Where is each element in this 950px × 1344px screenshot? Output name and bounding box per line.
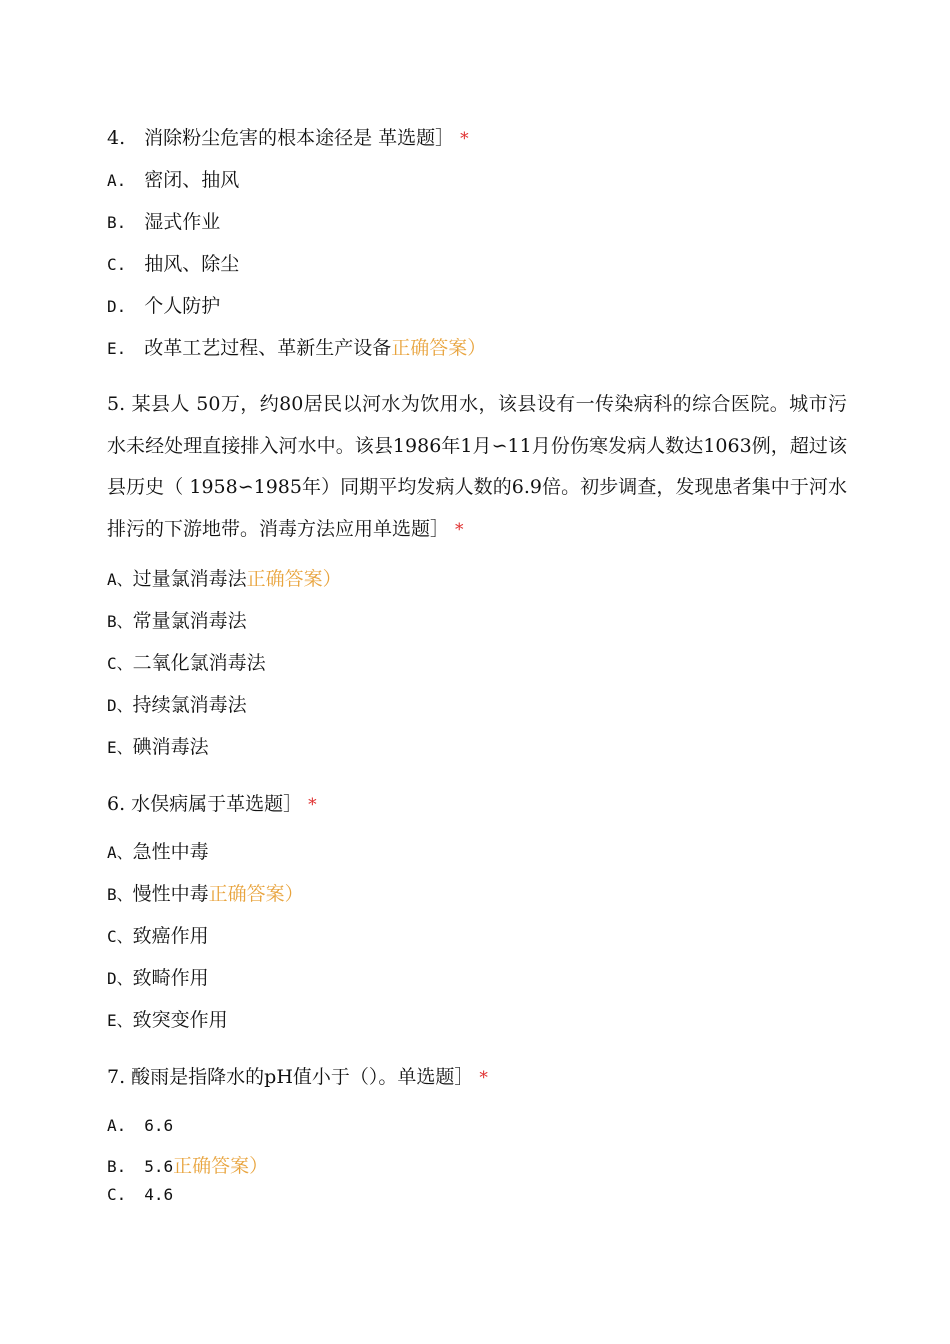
question-6-stem: 6. 水俣病属于革选题］ *: [107, 793, 317, 815]
question-5-option-d: D、持续氯消毒法: [107, 694, 247, 716]
correct-answer-tag: 正确答案）: [208, 883, 304, 905]
question-4-option-b: B. 湿式作业: [107, 211, 221, 233]
question-5-option-b: B、常量氯消毒法: [107, 610, 247, 632]
question-6-option-d: D、致畸作用: [107, 967, 209, 989]
question-7-option-c: C. 4.6: [107, 1185, 174, 1204]
question-4-option-c: C. 抽风、除尘: [107, 253, 240, 275]
required-mark: *: [479, 1068, 488, 1088]
question-5-option-c: C、二氧化氯消毒法: [107, 652, 266, 674]
question-4-option-e: E. 改革工艺过程、革新生产设备正确答案）: [107, 337, 487, 359]
question-5-stem: 5. 某县人 50万，约80居民以河水为饮用水，该县设有一传染病科的综合医院。城市污水未经处理直接排入河水中。该县1986年1月∽11月份伤寒发病人数达1063例，超过该县历史（ 1958∽1985年）同期平均发病人数的6.9倍。初步调查，发现患者集中于河水排污的下游地带。消毒方法应用单选题］ *: [107, 393, 847, 540]
question-7-option-b: B. 5.6正确答案）: [107, 1155, 269, 1177]
question-6-option-a: A、急性中毒: [107, 841, 209, 863]
required-mark: *: [308, 795, 317, 815]
question-4-option-d: D. 个人防护: [107, 295, 221, 317]
required-mark: *: [455, 519, 464, 540]
correct-answer-tag: 正确答案）: [246, 568, 342, 590]
question-7-stem: 7. 酸雨是指降水的pH值小于（）。单选题］ *: [107, 1066, 488, 1088]
correct-answer-tag: 正确答案）: [391, 337, 487, 359]
question-5-option-a: A、过量氯消毒法正确答案）: [107, 568, 342, 590]
question-6-option-c: C、致癌作用: [107, 925, 209, 947]
question-4-stem: 4. 消除粉尘危害的根本途径是 革选题］ *: [107, 127, 469, 149]
question-6-option-e: E、致突变作用: [107, 1009, 228, 1031]
question-6-option-b: B、慢性中毒正确答案）: [107, 883, 304, 905]
correct-answer-tag: 正确答案）: [173, 1155, 269, 1177]
question-7-option-a: A. 6.6: [107, 1116, 174, 1135]
required-mark: *: [460, 129, 469, 149]
question-5-option-e: E、碘消毒法: [107, 736, 209, 758]
question-4-option-a: A. 密闭、抽风: [107, 169, 240, 191]
